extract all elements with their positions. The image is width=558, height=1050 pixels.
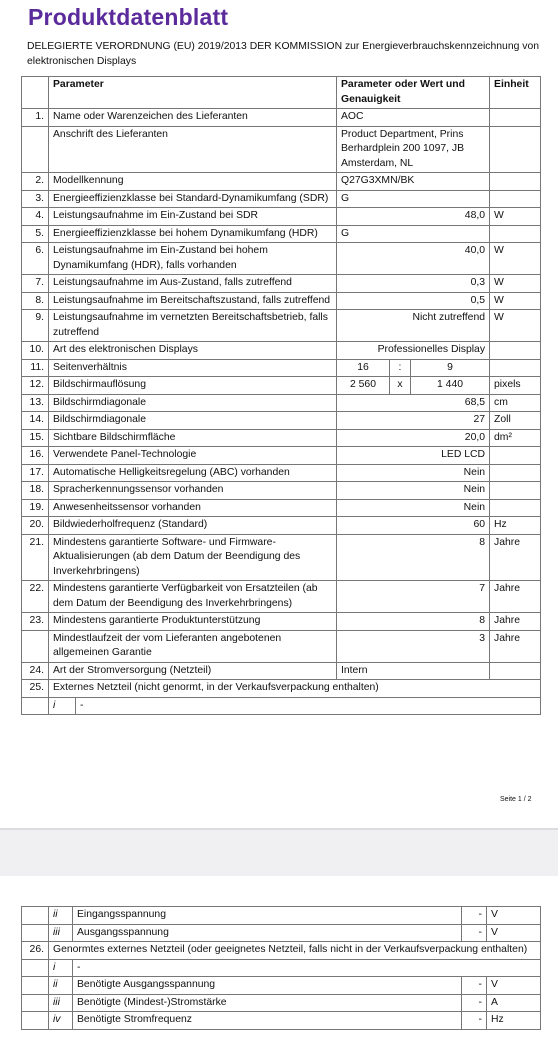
- row-number: 3.: [22, 190, 49, 208]
- row-number: 5.: [22, 225, 49, 243]
- row-unit: [490, 464, 541, 482]
- page-break: [0, 828, 558, 876]
- row-value: Intern: [337, 662, 490, 680]
- row-value: 8: [337, 534, 490, 581]
- table-row: [22, 208, 541, 226]
- table-row: [22, 377, 541, 395]
- row-number: 20.: [22, 517, 49, 535]
- row-unit: [490, 342, 541, 360]
- page-break-line: [0, 828, 558, 830]
- row-unit: [490, 662, 541, 680]
- row-value: -: [462, 977, 487, 995]
- row-number: 16.: [22, 447, 49, 465]
- row-value: 68,5: [337, 394, 490, 412]
- table-row: [22, 243, 541, 275]
- header-value: Parameter oder Wert und Genauigkeit: [337, 77, 490, 109]
- row-parameter: Leistungsaufnahme im Aus-Zustand, falls zutreffend: [49, 275, 337, 293]
- row-parameter: Art des elektronischen Displays: [49, 342, 337, 360]
- row-parameter: Seitenverhältnis: [49, 359, 337, 377]
- row-parameter: Bildschirmdiagonale: [49, 412, 337, 430]
- row-parameter: Leistungsaufnahme im Bereitschaftszustand, falls zutreffend: [49, 292, 337, 310]
- row-number: 21.: [22, 534, 49, 581]
- page-title: Produktdatenblatt: [28, 4, 229, 30]
- table-row: [22, 907, 541, 925]
- row-value-part2: 9: [411, 359, 490, 377]
- row-value: -: [462, 994, 487, 1012]
- row-number: 9.: [22, 310, 49, 342]
- row-value: Nein: [337, 499, 490, 517]
- sub-item-index: ii: [49, 977, 73, 995]
- row-value: Professionelles Display: [337, 342, 490, 360]
- table-row: [22, 482, 541, 500]
- row-value: 8: [337, 613, 490, 631]
- row-value-part2: 1 440: [411, 377, 490, 395]
- row-value: G: [337, 225, 490, 243]
- sub-item: [49, 697, 541, 715]
- row-value-part1: 2 560: [337, 377, 390, 395]
- row-parameter: Bildschirmdiagonale: [49, 394, 337, 412]
- row-parameter: Ausgangsspannung: [73, 924, 462, 942]
- table-row: [22, 1012, 541, 1030]
- row-number: 19.: [22, 499, 49, 517]
- table-row: [22, 173, 541, 191]
- row-unit: W: [490, 243, 541, 275]
- row-number: 18.: [22, 482, 49, 500]
- row-parameter: Verwendete Panel-Technologie: [49, 447, 337, 465]
- table-row: [22, 942, 541, 960]
- row-number: [22, 977, 49, 995]
- row-unit: [490, 447, 541, 465]
- row-parameter: Modellkennung: [49, 173, 337, 191]
- row-unit: [490, 359, 541, 377]
- row-unit: [490, 225, 541, 243]
- row-unit: Jahre: [490, 630, 541, 662]
- table-row: [22, 499, 541, 517]
- row-number: 15.: [22, 429, 49, 447]
- row-value: 7: [337, 581, 490, 613]
- row-number: 7.: [22, 275, 49, 293]
- row-unit: Hz: [487, 1012, 541, 1030]
- row-number: [22, 907, 49, 925]
- table-row: [22, 534, 541, 581]
- row-unit: [490, 173, 541, 191]
- row-unit: Jahre: [490, 534, 541, 581]
- row-unit: Zoll: [490, 412, 541, 430]
- row-value: -: [462, 924, 487, 942]
- table-row: [22, 225, 541, 243]
- table-row: [22, 662, 541, 680]
- table-row: [22, 412, 541, 430]
- row-value-separator: x: [390, 377, 411, 395]
- row-parameter: Benötigte Stromfrequenz: [73, 1012, 462, 1030]
- row-value: -: [462, 907, 487, 925]
- table-row: [22, 630, 541, 662]
- row-number: 17.: [22, 464, 49, 482]
- row-number: 4.: [22, 208, 49, 226]
- row-unit: Jahre: [490, 613, 541, 631]
- row-parameter: Automatische Helligkeitsregelung (ABC) vorhanden: [49, 464, 337, 482]
- row-number: 13.: [22, 394, 49, 412]
- row-value-separator: :: [390, 359, 411, 377]
- table-header-row: [22, 77, 541, 109]
- row-unit: W: [490, 275, 541, 293]
- row-unit: [490, 482, 541, 500]
- row-number: 6.: [22, 243, 49, 275]
- table-row: [22, 292, 541, 310]
- row-parameter: Leistungsaufnahme im vernetzten Bereitschaftsbetrieb, falls zutreffend: [49, 310, 337, 342]
- row-parameter: Mindestens garantierte Verfügbarkeit von Ersatzteilen (ab dem Datum der Beendigung des Inverkehrbringens): [49, 581, 337, 613]
- row-parameter: Externes Netzteil (nicht genormt, in der Verkaufsverpackung enthalten): [49, 680, 541, 698]
- row-unit: Jahre: [490, 581, 541, 613]
- product-data-table-continued: [21, 906, 541, 1030]
- row-parameter: Bildschirmauflösung: [49, 377, 337, 395]
- row-parameter: Benötigte Ausgangsspannung: [73, 977, 462, 995]
- regulation-subtitle: DELEGIERTE VERORDNUNG (EU) 2019/2013 DER KOMMISSION zur Energieverbrauchskennzeichnung von elektronischen Displays: [27, 41, 540, 67]
- row-number: 22.: [22, 581, 49, 613]
- table-row: [22, 342, 541, 360]
- page-number: Seite 1 / 2: [500, 796, 532, 803]
- row-parameter: Mindestens garantierte Produktunterstützung: [49, 613, 337, 631]
- row-unit: [490, 499, 541, 517]
- header-unit: Einheit: [490, 77, 541, 109]
- table-row: [22, 275, 541, 293]
- row-parameter: Anschrift des Lieferanten: [49, 126, 337, 173]
- row-parameter: Mindestens garantierte Software- und Firmware-Aktualisierungen (ab dem Datum der Beendigung des Inverkehrbringens): [49, 534, 337, 581]
- row-number: 12.: [22, 377, 49, 395]
- row-unit: W: [490, 292, 541, 310]
- row-unit: [490, 126, 541, 173]
- row-unit: W: [490, 310, 541, 342]
- table-row: [22, 190, 541, 208]
- table-row: [22, 613, 541, 631]
- row-value: Nein: [337, 464, 490, 482]
- row-value: -: [462, 1012, 487, 1030]
- table-row: [22, 680, 541, 698]
- row-unit: Hz: [490, 517, 541, 535]
- row-number: 1.: [22, 109, 49, 127]
- table-row: [22, 126, 541, 173]
- row-value: 3: [337, 630, 490, 662]
- row-number: [22, 1012, 49, 1030]
- header-parameter: Parameter: [49, 77, 337, 109]
- row-value: 27: [337, 412, 490, 430]
- row-parameter: Mindestlaufzeit der vom Lieferanten angebotenen allgemeinen Garantie: [49, 630, 337, 662]
- row-number: 2.: [22, 173, 49, 191]
- table-row: [22, 924, 541, 942]
- table-row: [22, 977, 541, 995]
- row-number: [22, 994, 49, 1012]
- row-value: Nein: [337, 482, 490, 500]
- row-number: [22, 924, 49, 942]
- product-data-table: [21, 76, 541, 715]
- sub-item-value: -: [73, 959, 541, 977]
- row-unit: [490, 190, 541, 208]
- sub-item-index: ii: [49, 907, 73, 925]
- row-unit: dm²: [490, 429, 541, 447]
- row-number: 14.: [22, 412, 49, 430]
- row-parameter: Energieeffizienzklasse bei Standard-Dynamikumfang (SDR): [49, 190, 337, 208]
- row-parameter: Anwesenheitssensor vorhanden: [49, 499, 337, 517]
- table-row: [22, 394, 541, 412]
- table-row: [22, 447, 541, 465]
- row-parameter: Eingangsspannung: [73, 907, 462, 925]
- table-row: [22, 310, 541, 342]
- row-value: 48,0: [337, 208, 490, 226]
- table-row: [22, 697, 541, 715]
- row-value: 40,0: [337, 243, 490, 275]
- row-value: Product Department, Prins Berhardplein 200 1097, JB Amsterdam, NL: [337, 126, 490, 173]
- row-unit: A: [487, 994, 541, 1012]
- table-row: [22, 517, 541, 535]
- row-parameter: Leistungsaufnahme im Ein-Zustand bei hohem Dynamikumfang (HDR), falls vorhanden: [49, 243, 337, 275]
- row-value: Nicht zutreffend: [337, 310, 490, 342]
- row-unit: V: [487, 907, 541, 925]
- sub-item-index: iii: [49, 994, 73, 1012]
- row-value: Q27G3XMN/BK: [337, 173, 490, 191]
- row-parameter: Leistungsaufnahme im Ein-Zustand bei SDR: [49, 208, 337, 226]
- table-row: [22, 109, 541, 127]
- sub-item-index: iv: [49, 1012, 73, 1030]
- row-value: 0,3: [337, 275, 490, 293]
- row-unit: V: [487, 977, 541, 995]
- row-parameter: Benötigte (Mindest-)Stromstärke: [73, 994, 462, 1012]
- table-row: [22, 359, 541, 377]
- row-number: [22, 126, 49, 173]
- row-number: 8.: [22, 292, 49, 310]
- row-parameter: Sichtbare Bildschirmfläche: [49, 429, 337, 447]
- row-number: [22, 959, 49, 977]
- table-row: [22, 464, 541, 482]
- sub-item-index: i: [49, 959, 73, 977]
- row-parameter: Name oder Warenzeichen des Lieferanten: [49, 109, 337, 127]
- row-parameter: Art der Stromversorgung (Netzteil): [49, 662, 337, 680]
- row-number: 26.: [22, 942, 49, 960]
- row-number: [22, 630, 49, 662]
- row-parameter: Energieeffizienzklasse bei hohem Dynamikumfang (HDR): [49, 225, 337, 243]
- row-number: 23.: [22, 613, 49, 631]
- row-number: [22, 697, 49, 715]
- sub-item-index: iii: [49, 924, 73, 942]
- row-unit: W: [490, 208, 541, 226]
- row-value: 20,0: [337, 429, 490, 447]
- row-value: 60: [337, 517, 490, 535]
- row-parameter: Spracherkennungssensor vorhanden: [49, 482, 337, 500]
- row-value: AOC: [337, 109, 490, 127]
- row-value-part1: 16: [337, 359, 390, 377]
- row-number: 11.: [22, 359, 49, 377]
- row-number: 10.: [22, 342, 49, 360]
- row-value: G: [337, 190, 490, 208]
- row-unit: [490, 109, 541, 127]
- row-parameter: Genormtes externes Netzteil (oder geeignetes Netzteil, falls nicht in der Verkaufsverpackung enthalten): [49, 942, 541, 960]
- sub-item-index: i: [49, 698, 76, 715]
- table-row: [22, 429, 541, 447]
- row-unit: V: [487, 924, 541, 942]
- row-unit: pixels: [490, 377, 541, 395]
- table-row: [22, 994, 541, 1012]
- table-row: [22, 581, 541, 613]
- row-value: LED LCD: [337, 447, 490, 465]
- sub-item-value: -: [80, 699, 84, 711]
- row-value: 0,5: [337, 292, 490, 310]
- table-row: [22, 959, 541, 977]
- row-parameter: Bildwiederholfrequenz (Standard): [49, 517, 337, 535]
- row-number: 24.: [22, 662, 49, 680]
- row-number: 25.: [22, 680, 49, 698]
- row-unit: cm: [490, 394, 541, 412]
